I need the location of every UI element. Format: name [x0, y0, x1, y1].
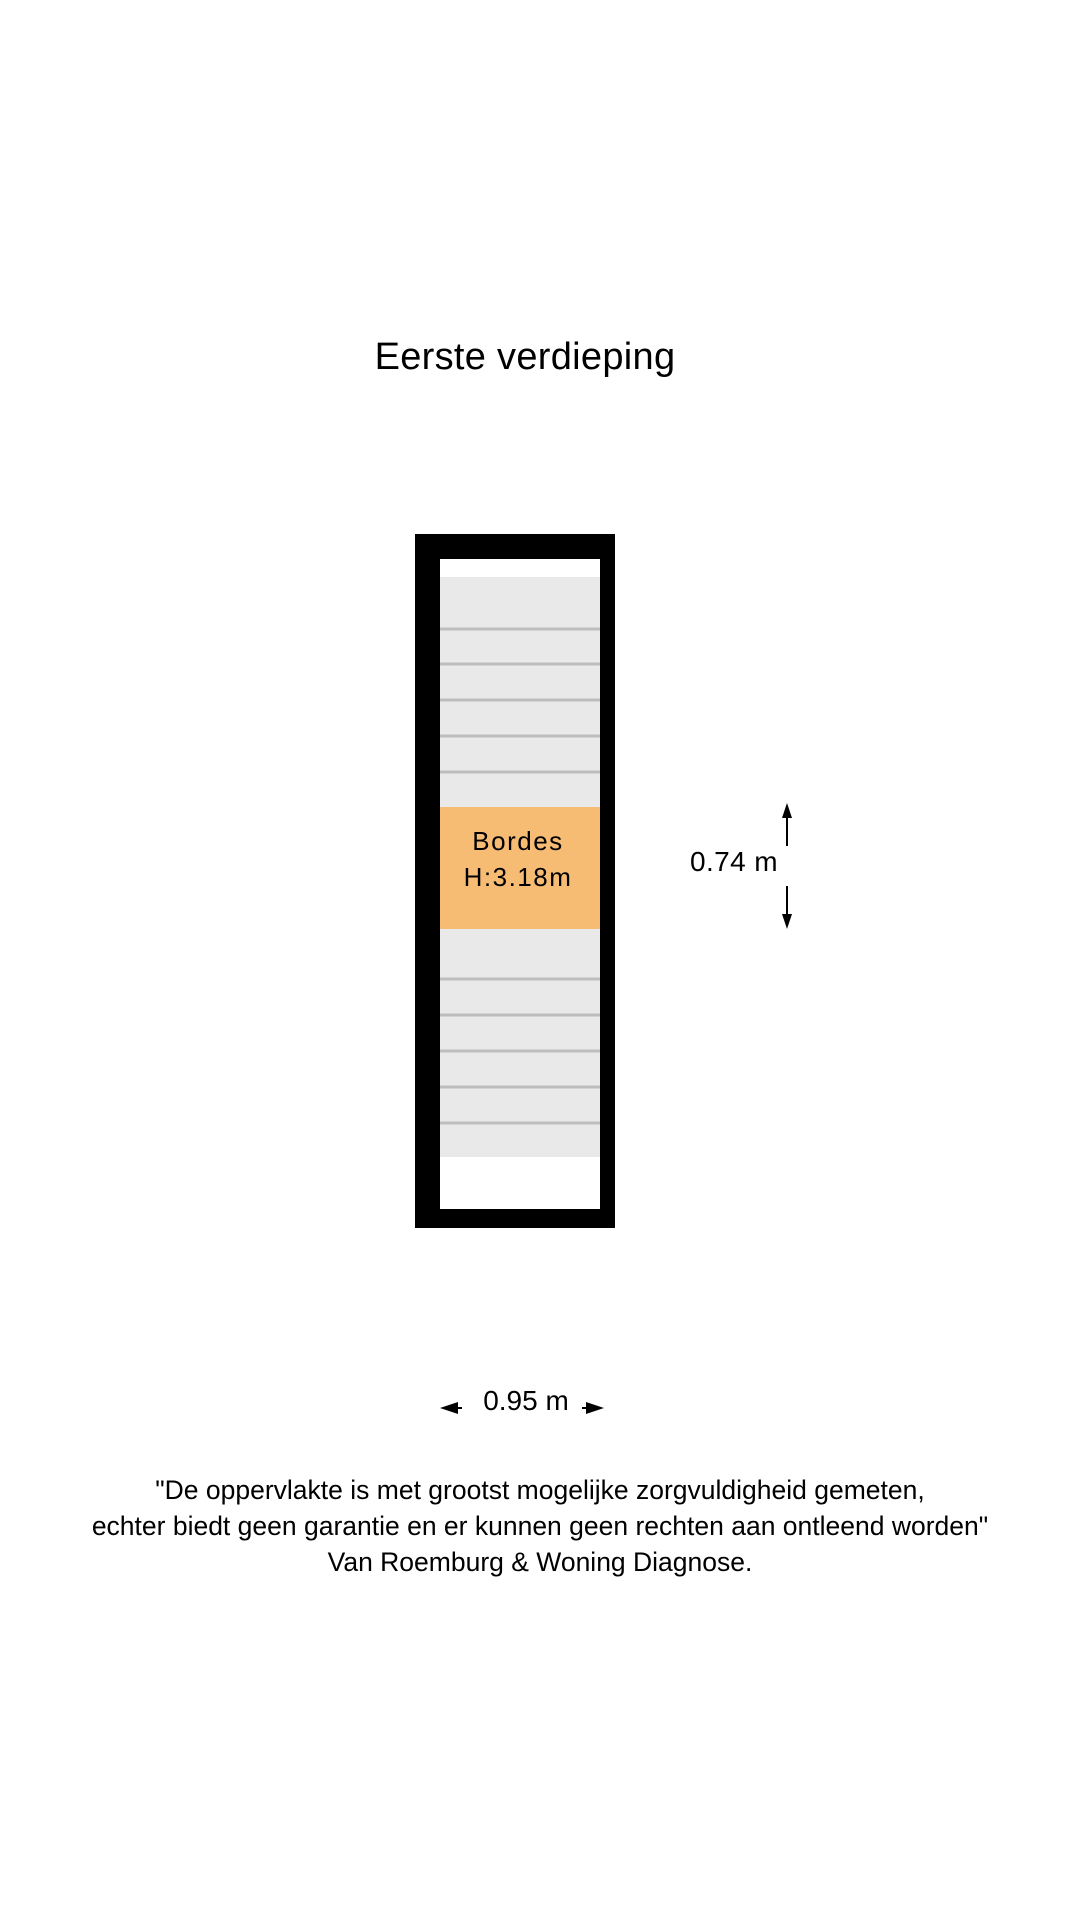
width-dimension-label: 0.95 m — [483, 1385, 569, 1416]
disclaimer-line-1: "De oppervlakte is met grootst mogelijke zorgvuldigheid gemeten, — [155, 1475, 925, 1505]
room-height: H:3.18m — [463, 862, 573, 892]
disclaimer-line-2: echter biedt geen garantie en er kunnen geen rechten aan ontleend worden" — [91, 1511, 989, 1541]
depth-dimension-label: 0.74 m — [690, 846, 778, 877]
disclaimer — [0, 1472, 1080, 1580]
floor-title: Eerste verdieping — [374, 336, 676, 378]
stair-flight-upper — [440, 577, 600, 807]
disclaimer-line-3: Van Roemburg & Woning Diagnose. — [327, 1547, 753, 1577]
room-name: Bordes — [472, 826, 564, 856]
stair-flight-lower — [440, 929, 600, 1157]
